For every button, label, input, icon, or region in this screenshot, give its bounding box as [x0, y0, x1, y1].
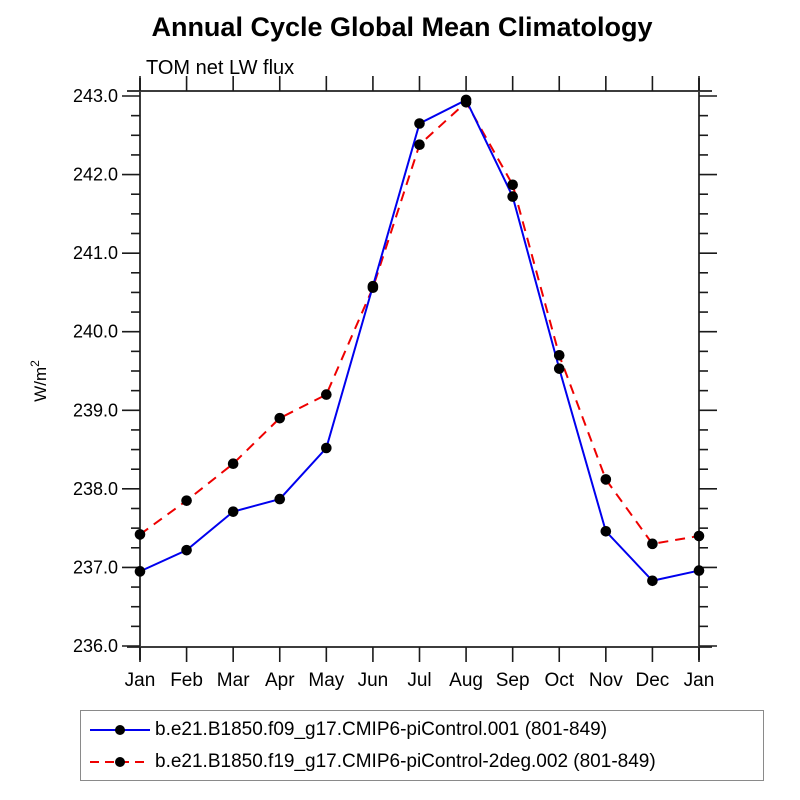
legend-label-series-0: b.e21.B1850.f09_g17.CMIP6-piControl.001 (801-849) — [155, 718, 608, 740]
svg-text:240.0: 240.0 — [72, 321, 118, 342]
svg-text:Oct: Oct — [544, 670, 575, 691]
svg-text:Dec: Dec — [635, 670, 670, 691]
legend-label-series-1: b.e21.B1850.f19_g17.CMIP6-piControl-2deg.002 (801-849) — [155, 750, 656, 772]
svg-text:Jul: Jul — [407, 670, 432, 691]
svg-text:Mar: Mar — [216, 670, 250, 691]
legend-line-sample-solid — [88, 723, 152, 737]
chart-subtitle: TOM net LW flux — [146, 57, 295, 79]
svg-text:Nov: Nov — [588, 670, 623, 691]
svg-text:239.0: 239.0 — [72, 400, 118, 421]
legend-row-series-0 — [88, 714, 763, 746]
svg-text:237.0: 237.0 — [72, 557, 118, 578]
svg-text:Jan: Jan — [124, 670, 156, 691]
svg-text:236.0: 236.0 — [72, 636, 118, 656]
svg-text:243.0: 243.0 — [72, 86, 118, 106]
svg-text:Aug: Aug — [449, 670, 483, 691]
legend-line-sample-dashed — [88, 755, 152, 769]
svg-text:W/m2: $W/m^2$ — [28, 360, 50, 402]
svg-text:241.0: 241.0 — [72, 243, 118, 264]
legend-box — [80, 710, 764, 781]
svg-text:Jan: Jan — [683, 670, 715, 691]
legend-row-series-1 — [88, 746, 763, 778]
svg-text:Sep: Sep — [495, 670, 530, 691]
svg-text:238.0: 238.0 — [72, 478, 118, 499]
svg-text:242.0: 242.0 — [72, 164, 118, 185]
chart-title: Annual Cycle Global Mean Climatology — [151, 12, 653, 42]
svg-text:Jun: Jun — [357, 670, 389, 691]
svg-text:Feb: Feb — [170, 670, 203, 691]
svg-text:Apr: Apr — [264, 670, 295, 691]
svg-text:May: May — [308, 670, 345, 691]
